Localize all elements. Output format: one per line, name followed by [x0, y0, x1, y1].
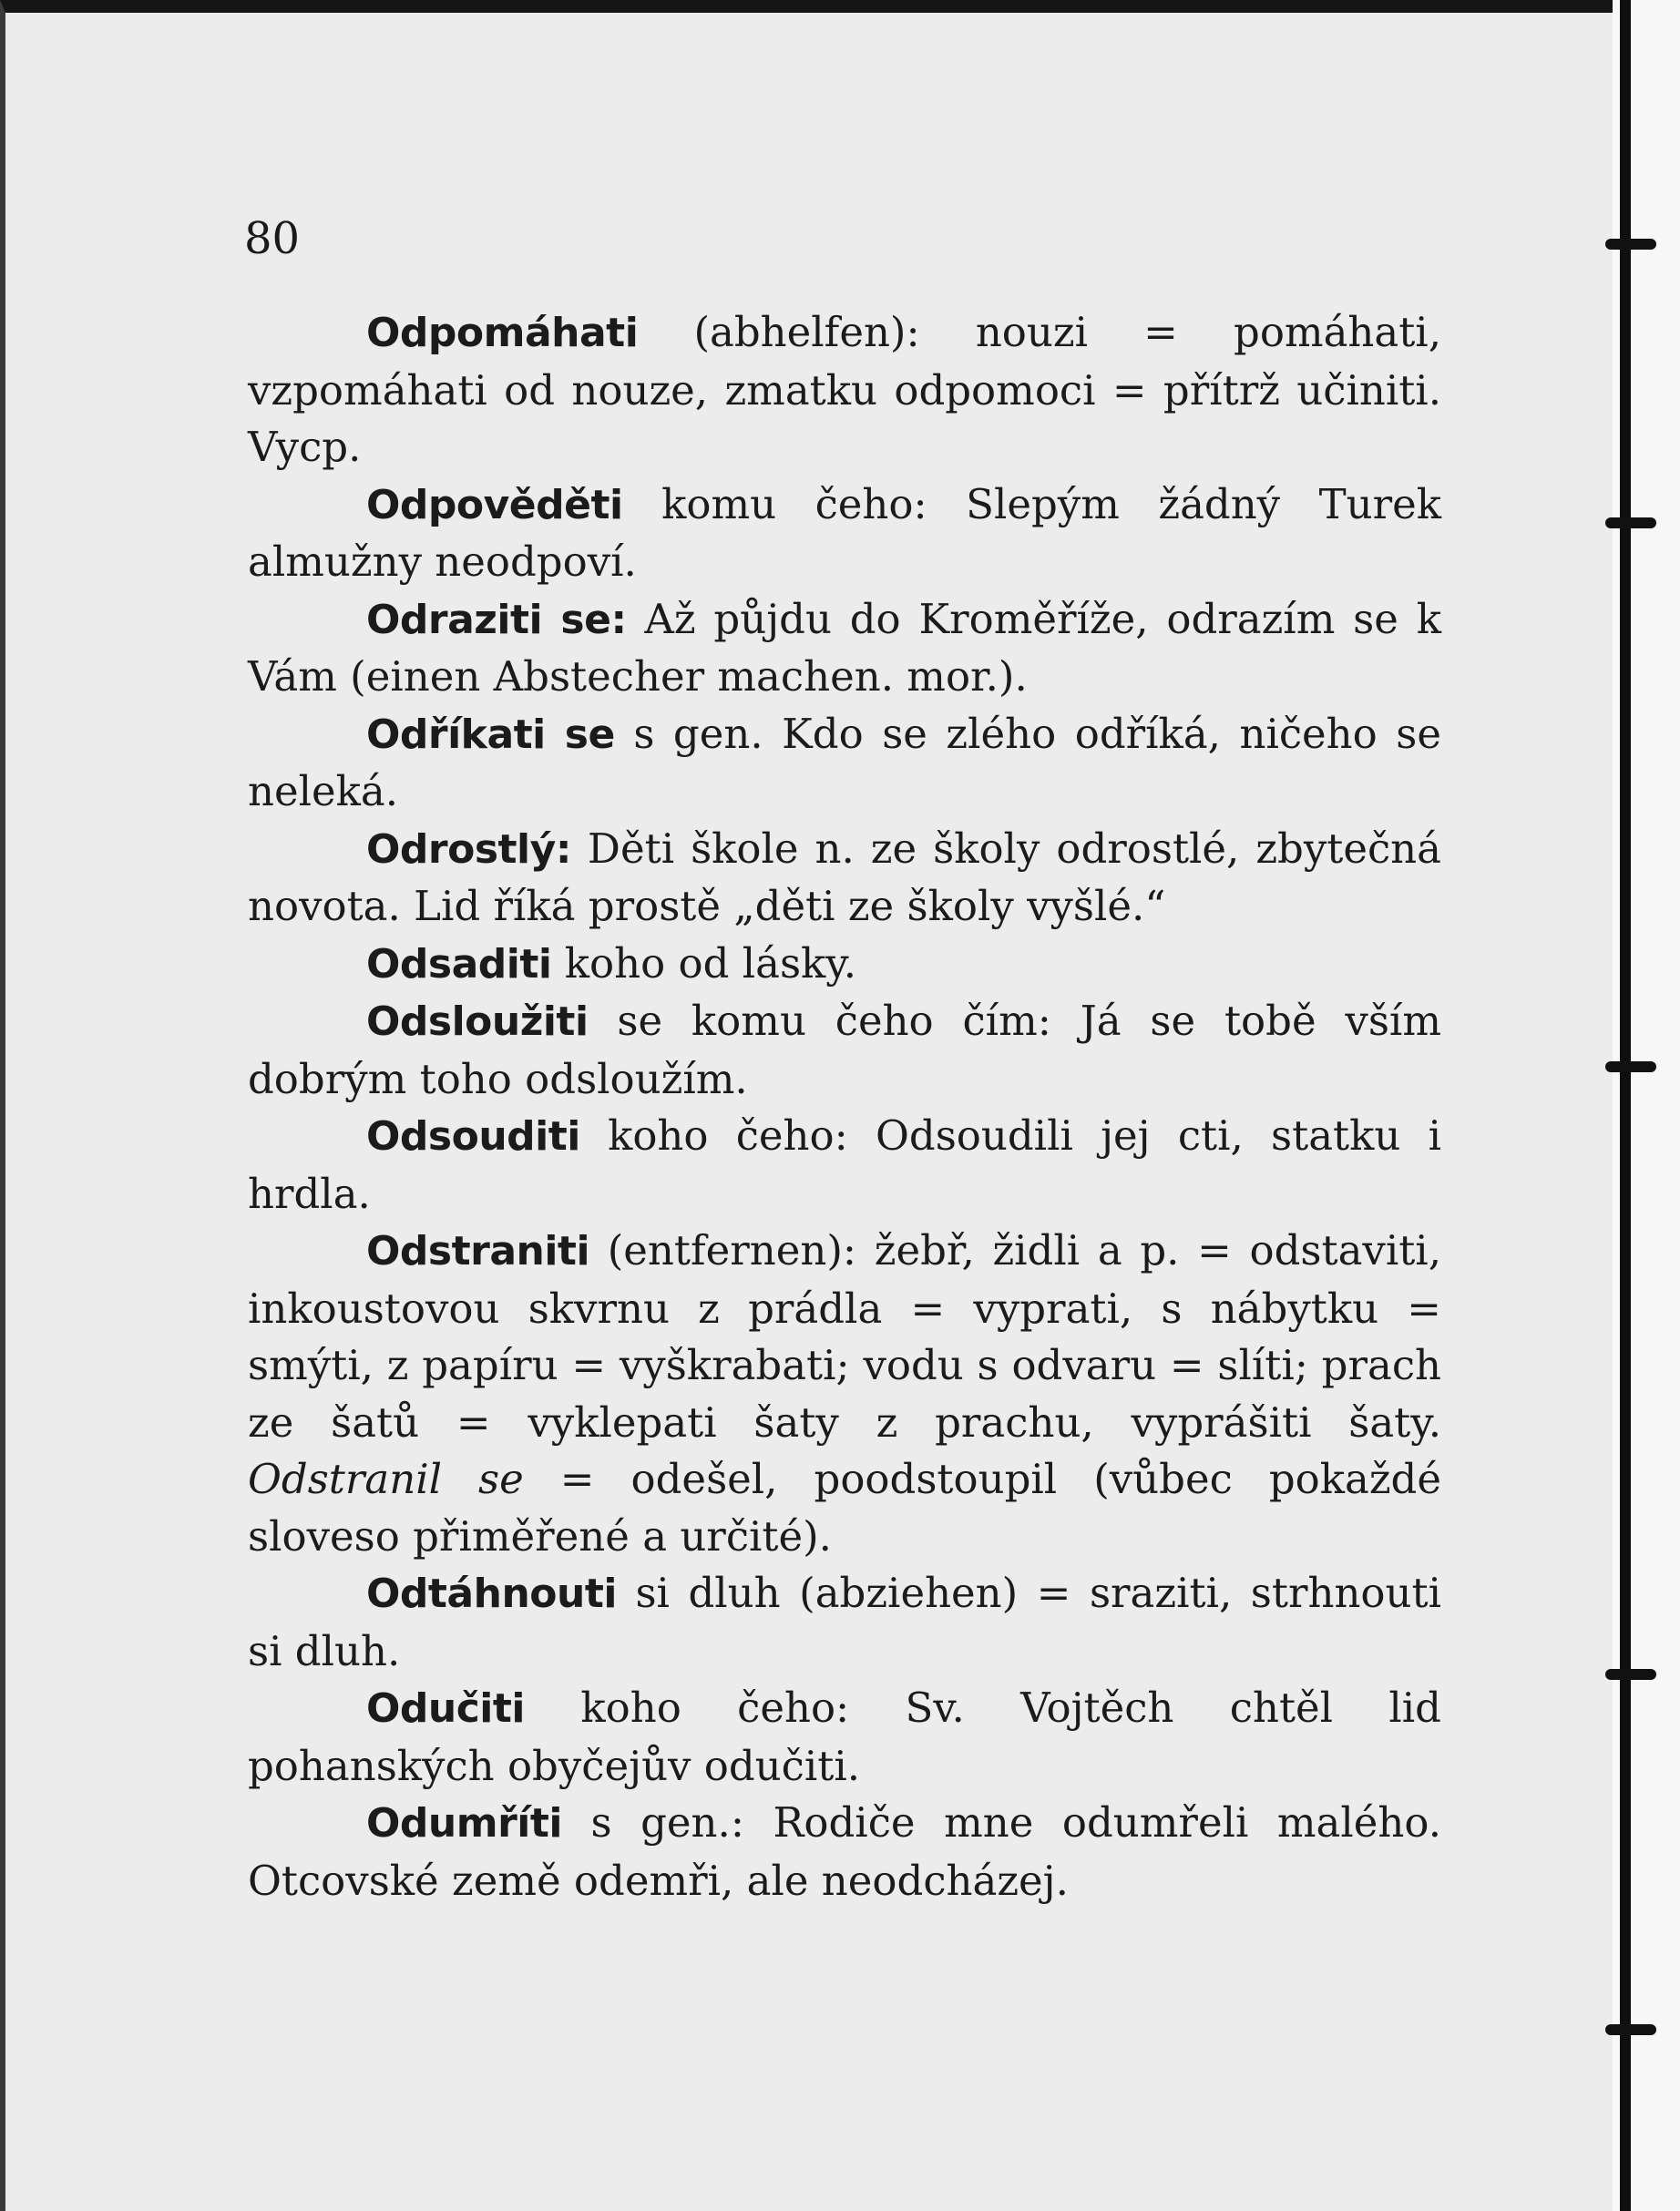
headword: Odpověděti	[366, 481, 623, 528]
binding-stitch	[1605, 1061, 1656, 1072]
headword: Odtáhnouti	[366, 1571, 617, 1617]
dictionary-text	[248, 304, 1441, 1909]
entry-body-continued: = odešel, poodstoupil (vůbec pokaždé sloveso přiměřené a určité).	[248, 1455, 1441, 1561]
page-number: 80	[244, 213, 301, 264]
entry-body: Děti škole n. ze školy odrostlé, zbytečná novota. Lid říká prostě „děti ze školy vyšlé.“	[248, 824, 1441, 930]
entry-body: komu čeho: Slepým žádný Turek almužny neodpoví.	[248, 479, 1441, 586]
entry-body: koho čeho: Odsoudili jej cti, statku i hrdla.	[248, 1111, 1441, 1218]
entry-odrostly	[248, 821, 1441, 936]
entry-odpomahati	[248, 304, 1441, 476]
headword: Odrostlý:	[366, 825, 571, 873]
entry-odraziti-se	[248, 591, 1441, 706]
entry-body: Až půjdu do Kroměříže, odrazím se k Vám (einen Abstecher machen. mor.).	[248, 594, 1441, 701]
headword: Odumříti	[366, 1800, 562, 1847]
headword: Odraziti se:	[366, 596, 627, 643]
entry-body: s gen.: Rodiče mne odumřeli malého. Otcovské země odemři, ale neodcházej.	[248, 1798, 1441, 1905]
binding-stitch	[1605, 1669, 1656, 1680]
italic-phrase: Odstranil se	[248, 1455, 524, 1503]
headword: Odsaditi	[366, 940, 552, 988]
binding-stitch	[1605, 517, 1656, 528]
entry-oduciti	[248, 1680, 1441, 1795]
entry-odumriti	[248, 1795, 1441, 1909]
entry-body: s gen. Kdo se zlého odříká, ničeho se neleká.	[248, 709, 1441, 815]
entry-body: si dluh (abziehen) = sraziti, strhnouti si dluh.	[248, 1569, 1441, 1675]
entry-odsaditi	[248, 936, 1441, 994]
entry-odpovedeti	[248, 476, 1441, 591]
headword: Odpomáhati	[366, 310, 639, 356]
headword: Odstraniti	[366, 1228, 590, 1274]
headword: Odsloužiti	[366, 998, 589, 1045]
entry-body: (entfernen): žebř, židli a p. = odstaviti, inkoustovou skvrnu z prádla = vyprati, s nábytku = smýti, z papíru = vyškrabati; vodu s odvaru = slíti; prach ze šatů = vyklepati šaty z prachu, vyprášiti šaty.	[248, 1226, 1441, 1447]
headword: Odučiti	[366, 1685, 526, 1732]
entry-body: koho od lásky.	[551, 938, 857, 988]
entry-odslouziti	[248, 993, 1441, 1108]
entry-odstraniti	[248, 1223, 1441, 1565]
entry-body: se komu čeho čím: Já se tobě vším dobrým toho odsloužím.	[248, 997, 1441, 1103]
headword: Odsouditi	[366, 1113, 580, 1160]
entry-body: koho čeho: Sv. Vojtěch chtěl lid pohanských obyčejův odučiti.	[248, 1684, 1441, 1790]
entry-odsouditi	[248, 1108, 1441, 1223]
binding-thread	[1620, 0, 1631, 2211]
headword: Odříkati se	[366, 711, 615, 758]
entry-odtahnouti	[248, 1565, 1441, 1680]
entry-body: (abhelfen): nouzi = pomáhati, vzpomáhati od nouze, zmatku odpomoci = přítrž učiniti. Vycp.	[248, 308, 1441, 471]
entry-odrikati-se	[248, 706, 1441, 821]
binding-stitch	[1605, 239, 1656, 250]
binding-stitch	[1605, 2024, 1656, 2035]
